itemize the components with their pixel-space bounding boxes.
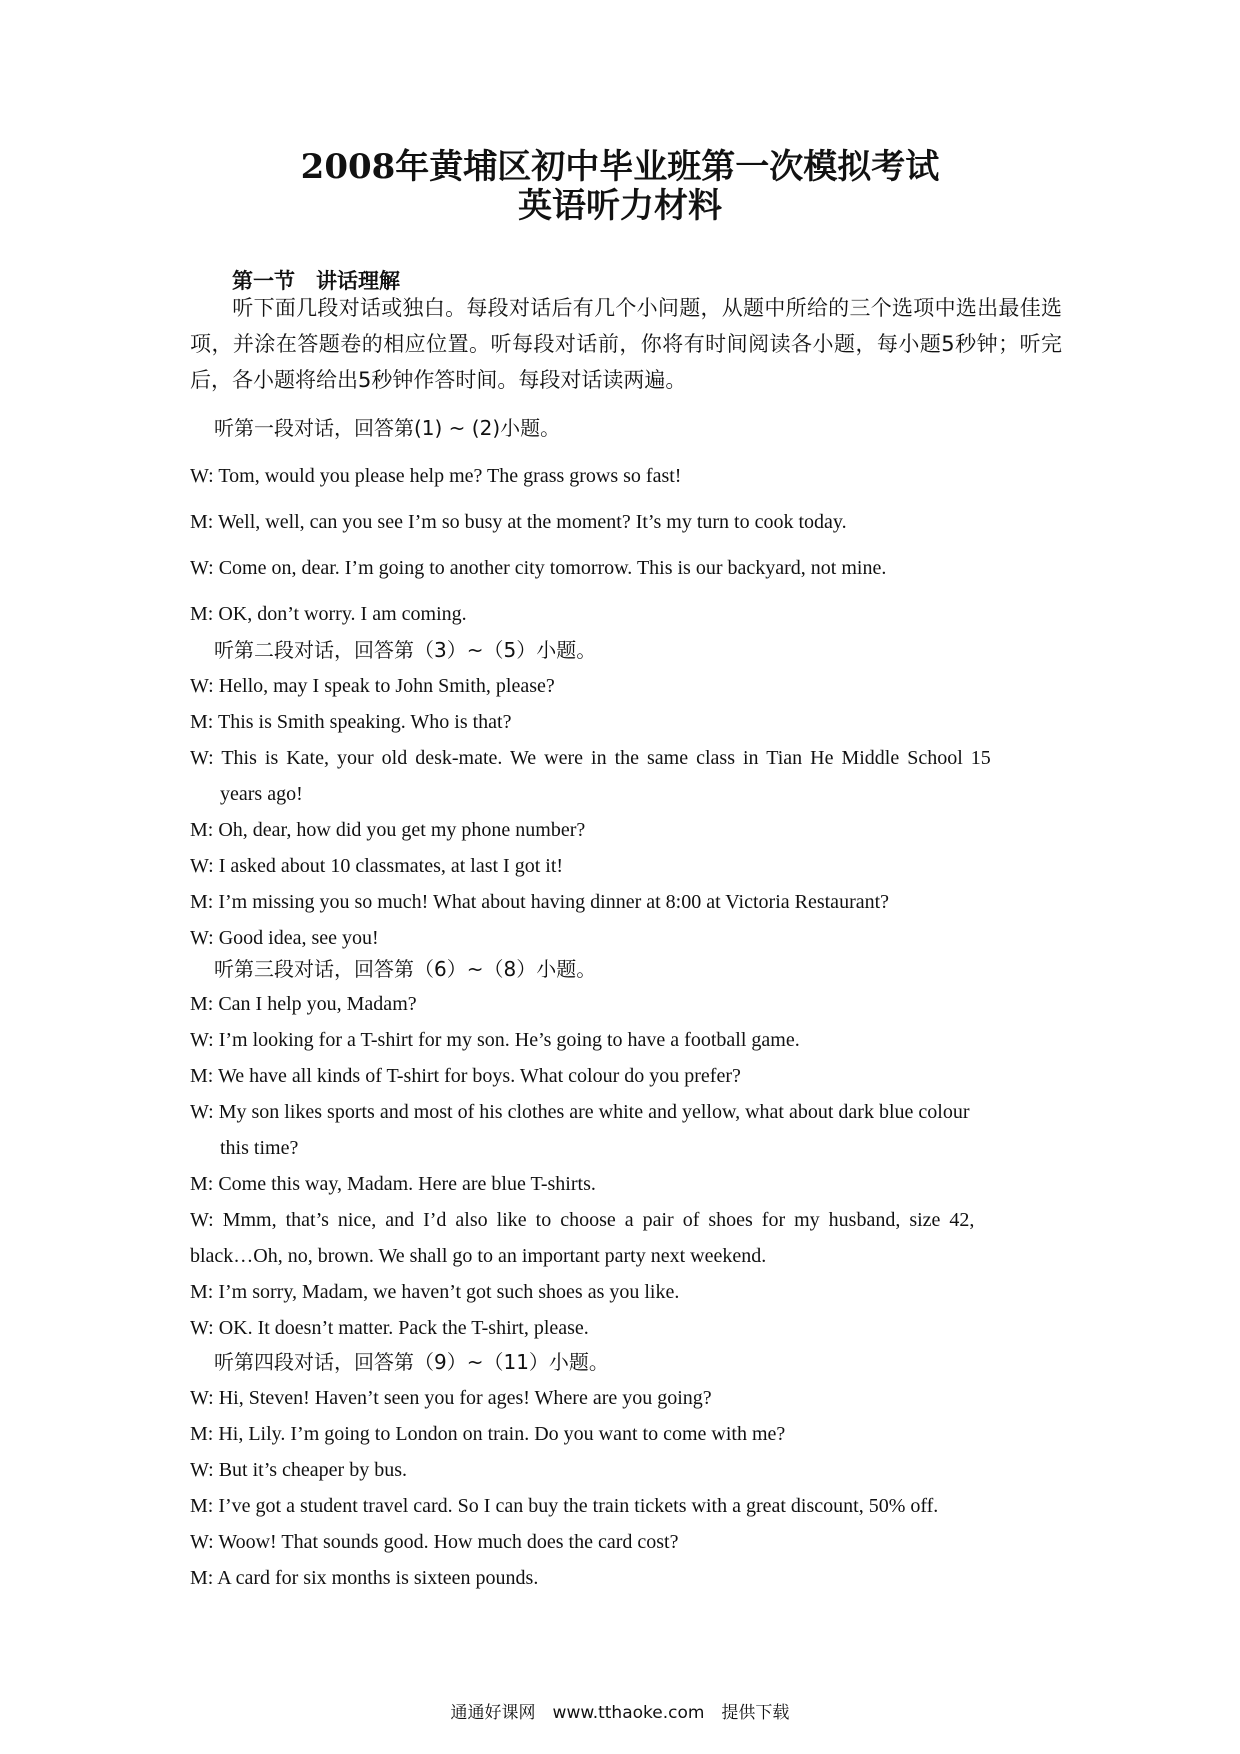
dialog-line: W: I’m looking for a T-shirt for my son. He’s going to have a football game.	[190, 1029, 800, 1051]
dialog4-heading: 听第四段对话，回答第（9）~（11）小题。	[214, 1350, 609, 1374]
dialog-line: W: Mmm, that’s nice, and I’d also like to choose a pair of shoes for my husband, size 42,	[190, 1209, 975, 1231]
dialog-line: M: Well, well, can you see I’m so busy at the moment? It’s my turn to cook today.	[190, 511, 847, 533]
dialog-line: W: Come on, dear. I’m going to another city tomorrow. This is our backyard, not mine.	[190, 557, 887, 579]
dialog-line: M: I’m sorry, Madam, we haven’t got such shoes as you like.	[190, 1281, 680, 1303]
dialog-line: W: My son likes sports and most of his clothes are white and yellow, what about dark blue colour	[190, 1101, 970, 1123]
dialog-line: M: We have all kinds of T-shirt for boys. What colour do you prefer?	[190, 1065, 741, 1087]
dialog-line: M: Hi, Lily. I’m going to London on train. Do you want to come with me?	[190, 1423, 786, 1445]
dialog-line: W: Good idea, see you!	[190, 927, 379, 949]
document-subtitle: 英语听力材料	[518, 186, 722, 226]
dialog-line: W: Hi, Steven! Haven’t seen you for ages! Where are you going?	[190, 1387, 712, 1409]
dialog-line: W: Hello, may I speak to John Smith, please?	[190, 675, 555, 697]
dialog-line: M: Oh, dear, how did you get my phone number?	[190, 819, 586, 841]
dialog-line: M: I’m missing you so much! What about having dinner at 8:00 at Victoria Restaurant?	[190, 891, 890, 913]
dialog-line: M: OK, don’t worry. I am coming.	[190, 603, 467, 625]
dialog-line-continued: this time?	[220, 1137, 299, 1159]
dialog-line: W: This is Kate, your old desk-mate. We were in the same class in Tian He Middle School 15	[190, 747, 991, 769]
page-footer: 通通好课网 www.tthaoke.com 提供下载	[450, 1703, 790, 1723]
document-title: 2008年黄埔区初中毕业班第一次模拟考试	[300, 147, 940, 187]
dialog2-heading: 听第二段对话，回答第（3）~（5）小题。	[214, 638, 597, 662]
dialog-line: M: A card for six months is sixteen pounds.	[190, 1567, 539, 1589]
section-heading: 第一节 讲话理解	[232, 269, 400, 293]
dialog-line: W: I asked about 10 classmates, at last I got it!	[190, 855, 564, 877]
dialog-line: M: Can I help you, Madam?	[190, 993, 417, 1015]
dialog3-heading: 听第三段对话，回答第（6）~（8）小题。	[214, 957, 597, 981]
dialog-line-continued: years ago!	[220, 783, 303, 805]
dialog1-heading: 听第一段对话，回答第(1) ~ (2)小题。	[214, 416, 561, 440]
dialog-line: W: Tom, would you please help me? The grass grows so fast!	[190, 465, 682, 487]
instructions-text: 听下面几段对话或独白。每段对话后有几个小问题，从题中所给的三个选项中选出最佳选项，并涂在答题卷的相应位置。听每段对话前，你将有时间阅读各小题，每小题5秒钟；听完后，各小题将给出5秒钟作答时间。每段对话读两遍。	[190, 296, 1062, 392]
dialog-line: W: But it’s cheaper by bus.	[190, 1459, 407, 1481]
dialog-line-continued: black…Oh, no, brown. We shall go to an important party next weekend.	[190, 1245, 767, 1267]
instructions-paragraph	[190, 290, 1062, 398]
dialog-line: M: Come this way, Madam. Here are blue T-shirts.	[190, 1173, 596, 1195]
dialog-line: M: I’ve got a student travel card. So I can buy the train tickets with a great discount, 50% off.	[190, 1495, 939, 1517]
dialog-line: W: Woow! That sounds good. How much does the card cost?	[190, 1531, 679, 1553]
dialog-line: M: This is Smith speaking. Who is that?	[190, 711, 512, 733]
dialog-line: W: OK. It doesn’t matter. Pack the T-shirt, please.	[190, 1317, 589, 1339]
